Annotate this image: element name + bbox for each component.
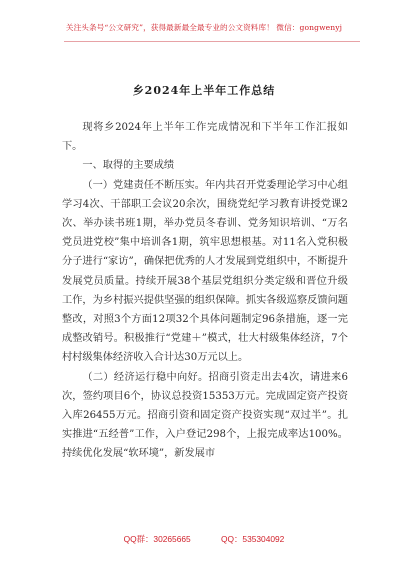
footer-qq-group: QQ群：30265665: [123, 534, 191, 544]
header-banner: 关注头条号“公文研究”，获得最新最全最专业的公文资料库！ 微信：gongwenyj: [65, 23, 343, 32]
header-divider: [64, 41, 360, 42]
paragraph-economy: （二）经济运行稳中向好。招商引资走出去4次，请进来6次，签约项目6个，协议总投资15353万元。完成固定资产投资入库26455万元。招商引资和固定资产投资实现“双过半”。扎实推进“五经普”工作，入户登记298个，上报完成率达100%。持续优化发展“软环境”，新发展市: [62, 371, 348, 460]
footer-contact: [0, 533, 408, 545]
paragraph-party-building: （一）党建责任不断压实。年内共召开党委理论学习中心组学习4次、干部职工会议20余次，围绕党纪学习教育讲授党课2次、举办读书班1期，举办党员冬春训、党务知识培训、“万名党员进党校”集中培训各1期，筑牢思想根基。对11名入党积极分子进行“家访”，确保把优秀的人才发展到党组织中，不断提升发展党员质量。持续开展38个基层党组织分类定级和晋位升级工作，为乡村振兴提供坚强的组织保障。抓实各级巡察反馈问题整改，对照3个方面12项32个具体问题制定96条措施，逐一完成整改销号。积极推行“党建＋”模式，壮大村级集体经济，7个村村级集体经济收入合计达30万元以上。: [62, 179, 348, 364]
footer-qq-number: QQ：535304092: [221, 534, 285, 544]
intro-paragraph: 现将乡2024年上半年工作完成情况和下半年工作汇报如下。: [62, 122, 348, 153]
document-body: [62, 118, 348, 464]
section-heading: 一、取得的主要成绩: [82, 160, 175, 172]
document-title: 乡2024年上半年工作总结: [132, 84, 276, 97]
